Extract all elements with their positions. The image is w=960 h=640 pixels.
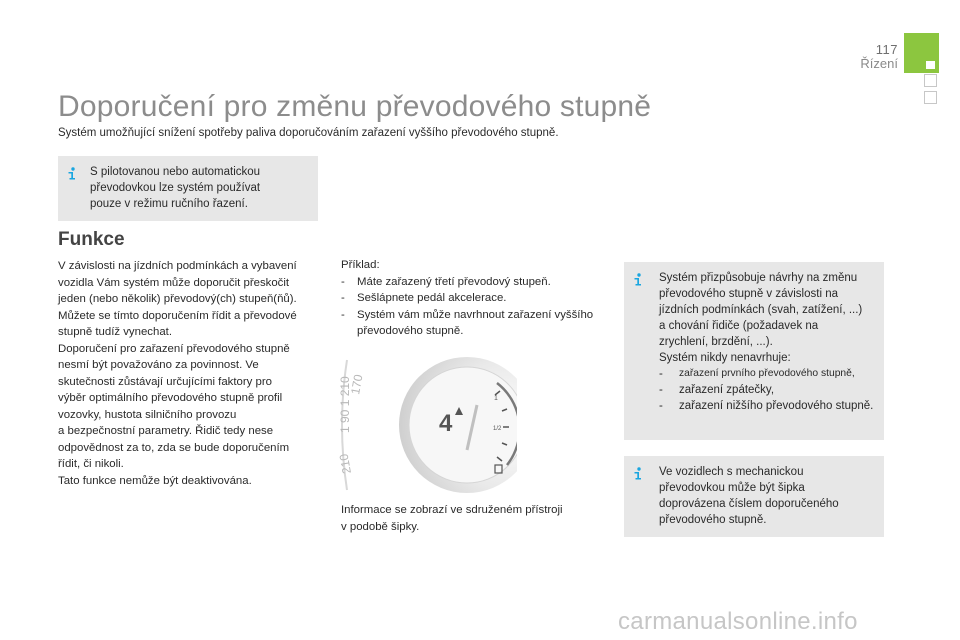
section-name: Řízení <box>860 56 898 71</box>
svg-text:1/2: 1/2 <box>493 426 502 432</box>
svg-text:210: 210 <box>337 452 354 475</box>
list-item: - Máte zařazený třetí převodový stupeň. <box>341 275 551 288</box>
list-item: - Sešlápnete pedál akcelerace. <box>341 292 507 304</box>
svg-text:1: 1 <box>494 395 498 402</box>
section-heading: Funkce <box>58 229 125 250</box>
instrument-cluster-illustration <box>337 355 517 495</box>
info-icon <box>66 166 80 180</box>
example-block <box>341 257 603 340</box>
list-item: - zařazení prvního převodového stupně, <box>659 368 855 380</box>
svg-text:1 90 1 210: 1 90 1 210 <box>338 376 352 433</box>
figure-caption: Informace se zobrazí ve sdruženém přístroji v podobě šipky. <box>341 504 563 533</box>
page-title: Doporučení pro změnu převodového stupně <box>58 90 652 123</box>
info-note-text: Systém přizpůsobuje návrhy na změnu převodového stupně v závislosti na jízdních podmínkách (svah, zatížení, ...) a chování řidiče (požadavek na zrychlení, brzdění, ...). Systém nikdy nenavrhuje: <box>659 272 863 364</box>
info-note <box>58 156 318 221</box>
example-title: Příklad: <box>341 259 380 271</box>
info-note-text: Ve vozidlech s mechanickou převodovkou může být šipka doprovázena číslem doporučeného převodového stupně. <box>659 466 839 526</box>
exclusion-list <box>659 366 876 414</box>
list-item: - zařazení zpátečky, <box>659 384 775 396</box>
body-text: V závislosti na jízdních podmínkách a vybavení vozidla Vám systém může doporučit přeskočit jeden (nebo několik) převodový(ch) stupeň(ňů). Můžete se tímto doporučením řídit a převodové stupně tudíž vynechat. Doporučení pro zařazení převodového stupně nesmí být považováno za povinnost. Ve skutečnosti zůstávají určujícími faktory pro výběr optimálního převodového stupně profil vozovky, hustota silničního provozu a bezpečnostní parametry. Řidič tedy nese odpovědnost za to, zda se bude doporučením řídit, či nikoli. Tato funkce nemůže být deaktivována. <box>58 260 297 487</box>
section-tab <box>924 74 937 87</box>
svg-text:170: 170 <box>348 373 366 396</box>
info-note <box>624 456 884 537</box>
list-item: - Systém vám může navrhnout zařazení vyššího převodového stupně. <box>341 308 594 337</box>
watermark: carmanualsonline.info <box>618 608 858 635</box>
list-item: - zařazení nižšího převodového stupně. <box>659 400 874 412</box>
info-icon <box>632 466 646 480</box>
intro-text: Systém umožňující snížení spotřeby paliva doporučováním zařazení vyššího převodového stupně. <box>58 127 559 139</box>
info-icon <box>632 272 646 286</box>
gear-indicator: 4 <box>439 410 453 437</box>
page-number: 117 <box>875 42 898 57</box>
info-note <box>624 262 884 440</box>
section-tab-active <box>904 33 939 73</box>
section-tab <box>924 91 937 104</box>
info-note-text: S pilotovanou nebo automatickou převodovkou lze systém používat pouze v režimu ručního řazení. <box>90 166 261 210</box>
